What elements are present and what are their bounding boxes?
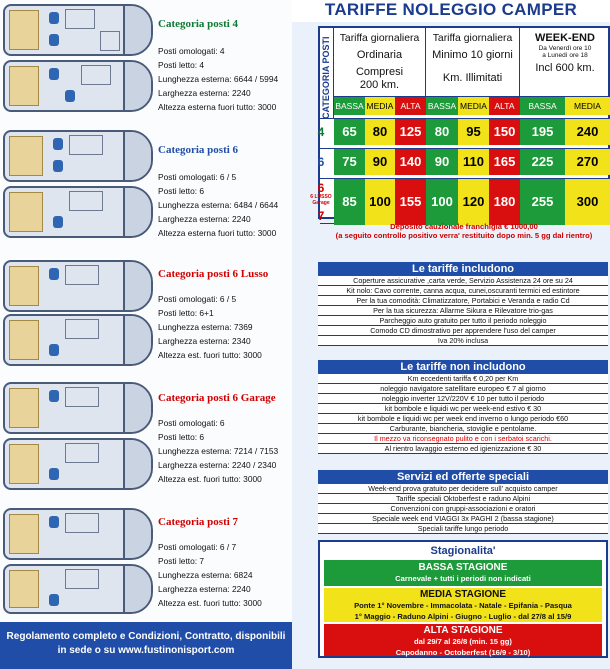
list-item: Kit nolo: Cavo corrente, canna acqua, cunei,oscuranti termici ed estintore: [318, 286, 608, 296]
rate-cell: 255: [520, 179, 565, 225]
services-section: [318, 470, 608, 534]
rate-cell: 225: [520, 149, 565, 175]
spec-line: Posti omologati: 6: [158, 418, 225, 428]
rate-cell: 140: [395, 149, 426, 175]
list-item: Speciale week end VIAGGI 3x PAGHI 2 (bassa stagione): [318, 514, 608, 524]
list-item: Tariffe speciali Oktoberfest e raduno Alpini: [318, 494, 608, 504]
category-card: [0, 128, 292, 246]
season-desc: dal 29/7 al 26/8 (min. 15 gg): [414, 637, 512, 646]
season-mid: [324, 588, 602, 622]
list-item: Week-end prova gratuito per decidere sull' acquisto camper: [318, 484, 608, 494]
list-item: Coperture assicurative ,carta verde, Servizio Assistenza 24 ore su 24: [318, 276, 608, 286]
page-title: TARIFFE NOLEGGIO CAMPER: [292, 0, 610, 22]
list-item: Carburante, biancheria, stoviglie e pentolame.: [318, 424, 608, 434]
floorplan-image: [3, 260, 153, 312]
category-number: 6: [317, 181, 325, 195]
rate-cell: 100: [426, 179, 458, 225]
rate-table: [310, 26, 610, 223]
spec-line: Larghezza esterna: 2340: [158, 336, 251, 346]
header-line: Incl 600 km.: [535, 62, 595, 74]
rate-cell: 195: [520, 119, 565, 145]
list-item: Per la tua sicurezza: Allarme Sikura e Rilevatore trio-gas: [318, 306, 608, 316]
rate-cell: 300: [565, 179, 610, 225]
category-title: Categoria posti 6: [158, 144, 239, 156]
season-label: BASSA: [520, 97, 565, 115]
list-item: Iva 20% inclusa: [318, 336, 608, 346]
category-title: Categoria posti 6 Lusso: [158, 268, 269, 280]
spec-line: Posti letto: 6: [158, 186, 205, 196]
category-title: Categoria posti 6 Garage: [158, 392, 276, 404]
rate-cell: 270: [565, 149, 610, 175]
floorplan-image: [3, 60, 153, 112]
rate-cell: 120: [458, 179, 489, 225]
rate-cell: 100: [365, 179, 395, 225]
list-item: Parcheggio auto gratuito per tutto il periodo noleggio: [318, 316, 608, 326]
category-card: [0, 2, 292, 120]
deposit-line: (a seguito controllo positivo verra' restituito dopo min. 5 gg dal rientro): [335, 231, 593, 240]
category-specs: [158, 416, 278, 486]
rate-cell: 90: [426, 149, 458, 175]
season-desc: 1° Maggio - Raduno Alpini - Giugno - Luglio - dal 27/8 al 15/9: [354, 612, 572, 621]
section-heading: Stagionalita': [430, 545, 496, 557]
rate-cell: 155: [395, 179, 426, 225]
season-desc: Ponte 1° Novembre - Immacolata - Natale - Epifania - Pasqua: [354, 601, 572, 610]
category-specs: [158, 44, 278, 114]
spec-line: Altezza est. fuori tutto: 3000: [158, 598, 262, 608]
list-item: Km eccedenti tariffa € 0,20 per Km: [318, 374, 608, 384]
list-item: Per la tua comodità: Climatizzatore, Portabici e Veranda e radio Cd: [318, 296, 608, 306]
section-heading: Le tariffe includono: [318, 262, 608, 276]
vertical-label: CATEGORIA POSTI: [321, 36, 331, 119]
rate-cell: 80: [426, 119, 458, 145]
rate-cell: 90: [365, 149, 395, 175]
header-line: Minimo 10 giorni: [432, 49, 513, 61]
season-name: MEDIA STAGIONE: [419, 589, 507, 600]
season-subheader: [334, 96, 610, 114]
category-subtitle: 6 LUSSO Garage: [310, 194, 332, 206]
category-title: Categoria posti 4: [158, 18, 239, 30]
table-row: [310, 178, 610, 224]
excludes-section: [318, 360, 608, 454]
spec-line: Larghezza esterna: 2240: [158, 88, 251, 98]
season-label: MEDIA: [565, 97, 610, 115]
rate-cell: 110: [458, 149, 489, 175]
rate-cell: 125: [395, 119, 426, 145]
header-line: Tariffa giornaliera: [432, 33, 513, 44]
category-card: [0, 380, 292, 498]
deposit-line: Deposito cauzionale franchigia € 1000,00: [390, 222, 538, 231]
header-line: Tariffa giornaliera: [339, 33, 420, 44]
spec-line: Altezza esterna fuori tutto: 3000: [158, 102, 277, 112]
category-number: 6: [317, 155, 325, 169]
footer-link[interactable]: in sede o su www.fustinonisport.com: [57, 645, 235, 656]
spec-line: Posti letto: 7: [158, 556, 205, 566]
category-card: [0, 254, 292, 372]
rate-cell: 75: [334, 149, 365, 175]
floorplan-image: [3, 186, 153, 238]
section-heading: Le tariffe non includono: [318, 360, 608, 374]
category-specs: [158, 292, 262, 362]
spec-line: Larghezza esterna: 2240: [158, 584, 251, 594]
season-name: BASSA STAGIONE: [418, 562, 508, 573]
spec-line: Lunghezza esterna: 7214 / 7153: [158, 446, 279, 456]
season-name: ALTA STAGIONE: [423, 625, 503, 636]
floorplan-image: [3, 130, 153, 182]
spec-line: Lunghezza esterna: 6484 / 6644: [158, 200, 279, 210]
season-label: BASSA: [334, 97, 365, 115]
list-item: kit bombole e liquidi wc per week end inverno o lungo periodo €60: [318, 414, 608, 424]
deposit-note: [318, 222, 610, 240]
category-card: [0, 504, 292, 622]
season-high: [324, 624, 602, 656]
list-item: Speciali tariffe lungo periodo: [318, 524, 608, 534]
table-row: [317, 118, 610, 144]
season-label: BASSA: [426, 97, 458, 115]
rate-cell: 65: [334, 119, 365, 145]
season-label: MEDIA: [458, 97, 489, 115]
spec-line: Larghezza esterna: 2240: [158, 214, 251, 224]
header-line: WEEK-END: [535, 32, 595, 44]
list-item: Il mezzo va riconsegnato pulito e con i serbatoi scarichi.: [318, 434, 608, 444]
spec-line: Posti letto: 4: [158, 60, 205, 70]
season-desc: Carnevale + tutti i periodi non indicati: [395, 574, 531, 583]
category-number: 7: [317, 209, 325, 223]
spec-line: Altezza esterna fuori tutto: 3000: [158, 228, 277, 238]
rate-cell: 180: [489, 179, 520, 225]
season-label: ALTA: [489, 97, 520, 115]
categories-panel: [0, 0, 292, 622]
section-heading: Servizi ed offerte speciali: [318, 470, 608, 484]
rate-cell: 150: [489, 119, 520, 145]
list-item: Comodo CD dimostrativo per apprendere l'uso del camper: [318, 326, 608, 336]
spec-line: Lunghezza esterna: 6644 / 5994: [158, 74, 279, 84]
list-item: kit bombole e liquidi wc per week-end estivo € 30: [318, 404, 608, 414]
season-low: [324, 560, 602, 586]
spec-line: Posti omologati: 6 / 5: [158, 294, 237, 304]
header-line: Da Venerdì ore 10 a Lunedì ore 18: [538, 45, 592, 59]
spec-line: Posti omologati: 6 / 7: [158, 542, 237, 552]
spec-line: Lunghezza esterna: 7369: [158, 322, 253, 332]
list-item: Convenzioni con gruppi-associazioni e oratori: [318, 504, 608, 514]
floorplan-image: [3, 382, 153, 434]
category-title: Categoria posti 7: [158, 516, 239, 528]
rate-cell: 240: [565, 119, 610, 145]
season-label: MEDIA: [365, 97, 395, 115]
spec-line: Larghezza esterna: 2240 / 2340: [158, 460, 277, 470]
footer-note: [0, 622, 292, 669]
rate-cell: 165: [489, 149, 520, 175]
header-line: Ordinaria: [356, 49, 403, 61]
list-item: noleggio navigatore satellitare europeo € 7 al giorno: [318, 384, 608, 394]
header-line: Compresi: [355, 66, 404, 78]
floorplan-image: [3, 508, 153, 560]
season-desc: Capodanno - Octoberfest (16/9 - 3/10): [395, 648, 531, 657]
header-min10: [426, 28, 520, 96]
seasonality-box: [318, 540, 608, 658]
spec-line: Posti omologati: 4: [158, 46, 225, 56]
rate-cell: 95: [458, 119, 489, 145]
header-ordinary: [334, 28, 426, 96]
table-row: [317, 148, 610, 174]
spec-line: Altezza est. fuori tutto: 3000: [158, 474, 262, 484]
floorplan-image: [3, 314, 153, 366]
list-item: noleggio inverter 12V/220V € 10 per tutto il periodo: [318, 394, 608, 404]
category-specs: [158, 170, 278, 240]
footer-line: Regolamento completo e Condizioni, Contratto, disponibili: [6, 631, 286, 642]
header-weekend: [520, 28, 610, 96]
season-label: ALTA: [395, 97, 426, 115]
floorplan-image: [3, 438, 153, 490]
floorplan-image: [3, 4, 153, 56]
category-number: 4: [317, 125, 325, 139]
includes-section: [318, 262, 608, 346]
header-line: Km. Illimitati: [442, 72, 503, 84]
spec-line: Lunghezza esterna: 6824: [158, 570, 253, 580]
category-specs: [158, 540, 262, 610]
rate-cell: 80: [365, 119, 395, 145]
spec-line: Posti letto: 6+1: [158, 308, 214, 318]
spec-line: Posti omologati: 6 / 5: [158, 172, 237, 182]
rate-cell: 85: [334, 179, 365, 225]
spec-line: Altezza est. fuori tutto: 3000: [158, 350, 262, 360]
list-item: Al rientro lavaggio esterno ed igienizzazione € 30: [318, 444, 608, 454]
spec-line: Posti letto: 6: [158, 432, 205, 442]
floorplan-image: [3, 564, 153, 614]
header-line: 200 km.: [359, 79, 400, 91]
